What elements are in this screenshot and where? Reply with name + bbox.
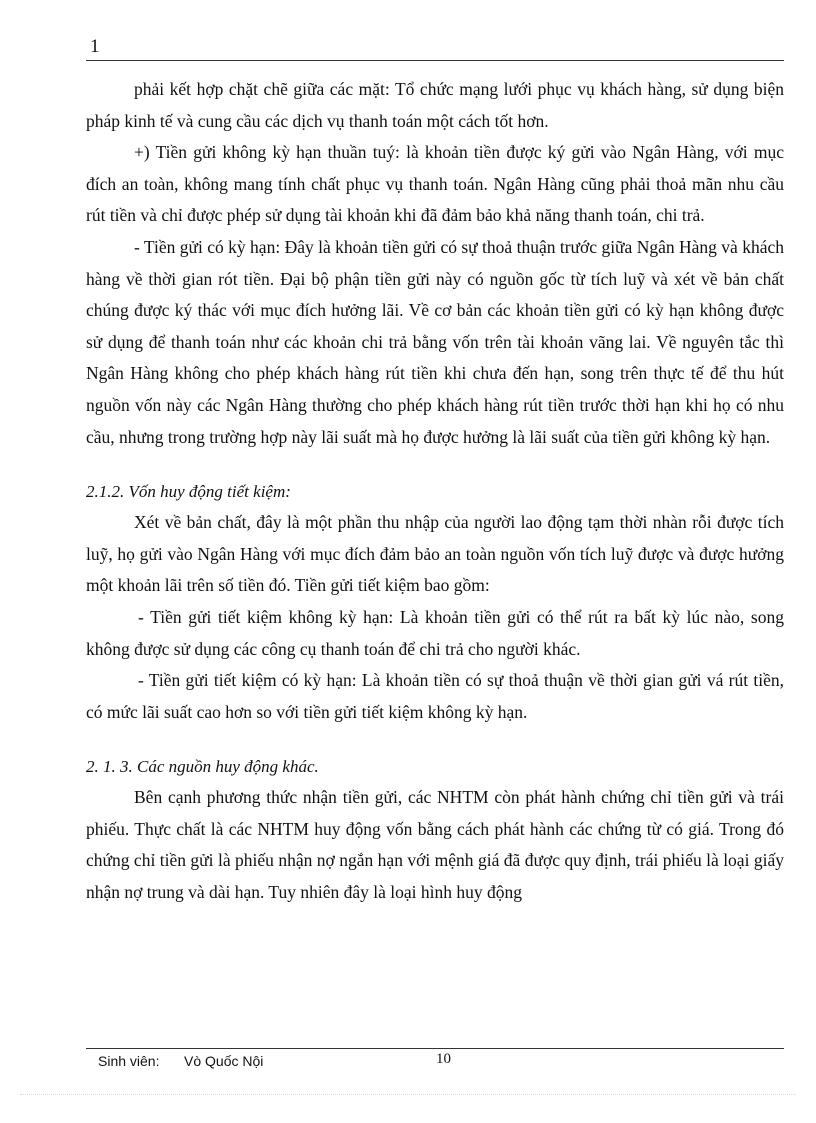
page-boundary-dotted-line xyxy=(20,1094,796,1095)
header-page-marker: 1 xyxy=(90,36,100,57)
section-heading: 2. 1. 3. Các nguồn huy động khác. xyxy=(86,757,319,777)
body-paragraph: - Tiền gửi tiết kiệm không kỳ hạn: Là khoản tiền gửi có thể rút ra bất kỳ lúc nào, song không được sử dụng các công cụ thanh toán để chi trả cho người khác. xyxy=(86,606,784,659)
footer-page-number: 10 xyxy=(436,1051,451,1067)
footer-student-name: Vò Quốc Nội xyxy=(184,1053,264,1069)
body-paragraph: - Tiền gửi có kỳ hạn: Đây là khoản tiền gửi có sự thoả thuận trước giữa Ngân Hàng và khách hàng về thời gian rót tiền. Đại bộ phận tiền gửi này có nguồn gốc từ tích luỹ và xét về bản chất chúng được ký thác với mục đích hưởng lãi. Về cơ bản các khoản tiền gửi có kỳ hạn không được sử dụng để thanh toán như các khoản chi trả bằng vốn trên tài khoản vãng lai. Về nguyên tắc thì Ngân Hàng không cho phép khách hàng rút tiền khi chưa đến hạn, song trên thực tế để thu hút nguồn vốn này các Ngân Hàng thường cho phép khách hàng rút tiền trước thời hạn khi họ có nhu cầu, nhưng trong trường hợp này lãi suất mà họ được hưởng là lãi suất của tiền gửi không kỳ hạn. xyxy=(86,236,784,447)
footer-student-label: Sinh viên: xyxy=(98,1053,160,1069)
header-rule xyxy=(86,60,784,61)
footer-rule xyxy=(86,1048,784,1049)
document-body xyxy=(86,74,784,909)
body-paragraph: - Tiền gửi tiết kiệm có kỳ hạn: Là khoản tiền có sự thoả thuận về thời gian gửi vá rút tiền, có mức lãi suất cao hơn so với tiền gửi tiết kiệm không kỳ hạn. xyxy=(86,670,784,722)
body-paragraph: phải kết hợp chặt chẽ giữa các mặt: Tổ chức mạng lưới phục vụ khách hàng, sử dụng biện pháp kinh tế và cung cầu các dịch vụ thanh toán một cách tốt hơn. xyxy=(86,79,784,131)
spacer xyxy=(86,453,784,476)
spacer xyxy=(86,728,784,751)
body-paragraph: Xét về bản chất, đây là một phần thu nhập của người lao động tạm thời nhàn rỗi được tích luỹ, họ gửi vào Ngân Hàng với mục đích đảm bảo an toàn nguồn vốn tích luỹ được và được hưởng một khoản lãi trên số tiền đó. Tiền gửi tiết kiệm bao gồm: xyxy=(86,512,784,596)
section-heading: 2.1.2. Vốn huy động tiết kiệm: xyxy=(86,482,291,502)
body-paragraph: +) Tiền gửi không kỳ hạn thuần tuý: là khoản tiền được ký gửi vào Ngân Hàng, với mục đích an toàn, không mang tính chất phục vụ thanh toán. Ngân Hàng cũng phải thoả mãn nhu cầu rút tiền và chỉ được phép sử dụng tài khoản khi đã đảm bảo khả năng thanh toán, chi trả. xyxy=(86,142,784,226)
body-paragraph: Bên cạnh phương thức nhận tiền gửi, các NHTM còn phát hành chứng chỉ tiền gửi và trái phiếu. Thực chất là các NHTM huy động vốn bằng cách phát hành các chứng từ có giá. Trong đó chứng chỉ tiền gửi là phiếu nhận nợ ngắn hạn với mệnh giá đã được quy định, trái phiếu là loại giấy nhận nợ trung và dài hạn. Tuy nhiên đây là loại hình huy động xyxy=(86,787,784,903)
page-footer xyxy=(98,1051,778,1075)
